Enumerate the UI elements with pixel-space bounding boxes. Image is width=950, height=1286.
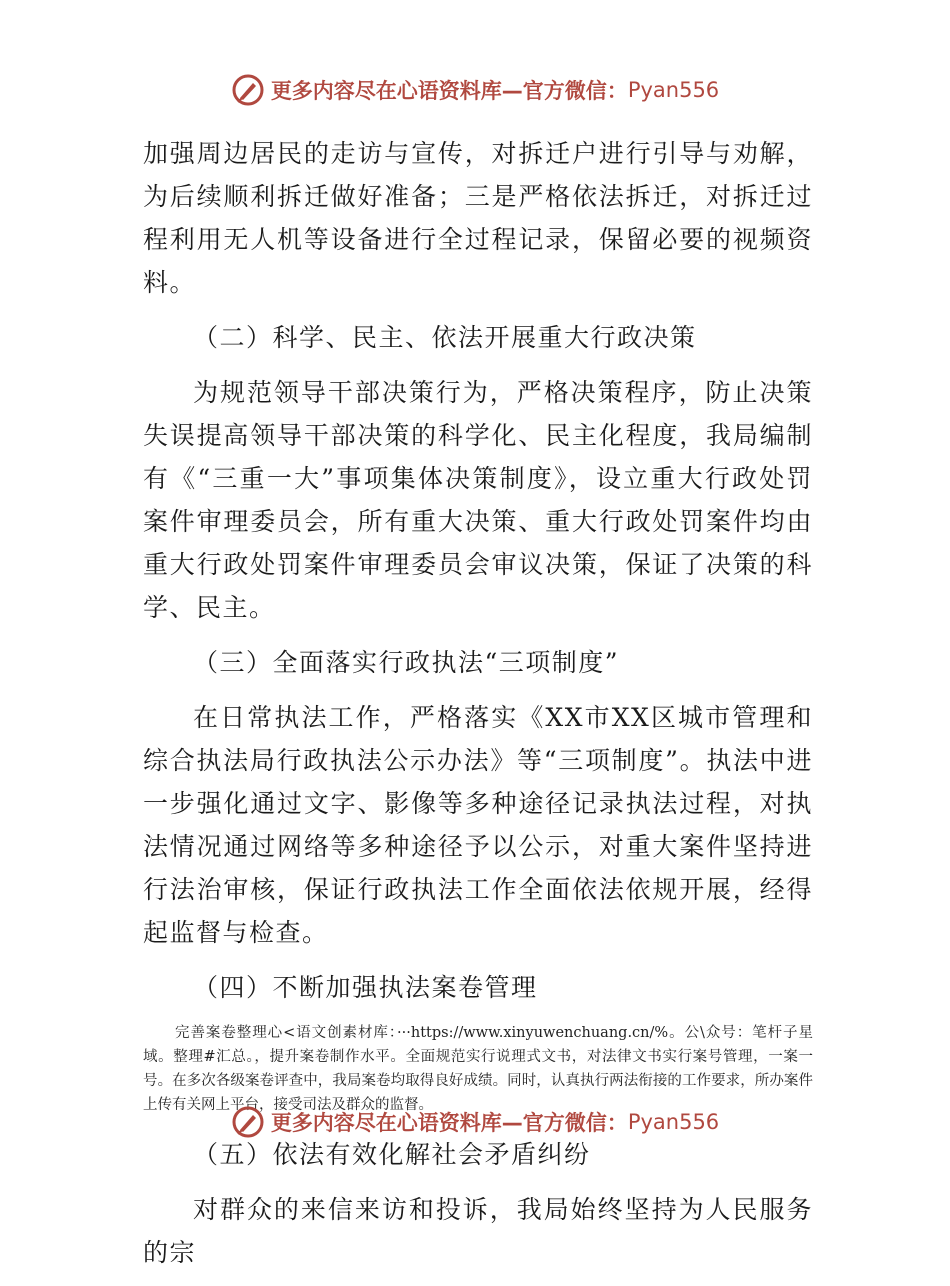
banner-text: 更多内容尽在心语资料库—官方微信： — [270, 1111, 628, 1135]
paragraph-1: 加强周边居民的走访与宣传，对拆迁户进行引导与劝解，为后续顺利拆迁做好准备；三是严格依法拆迁，对拆迁过程利用无人机等设备进行全过程记录，保留必要的视频资料。 — [143, 139, 813, 297]
banner-text: 更多内容尽在心语资料库—官方微信： — [270, 79, 628, 103]
paragraph-3: 在日常执法工作，严格落实《XX市XX区城市管理和综合执法局行政执法公示办法》等“三项制度”。执法中进一步强化通过文字、影像等多种途径记录执法过程，对执法情况通过网络等多种途径予以公示，对重大案件坚持进行法治审核，保证行政执法工作全面依法依规开展，经得起监督与检查。 — [143, 703, 813, 947]
pen-in-circle-icon — [231, 73, 265, 107]
paragraph-5: 对群众的来信来访和投诉，我局始终坚持为人民服务的宗 — [143, 1195, 813, 1267]
paragraph-4-small: 完善案卷整理心<语文创素材库：···https://www.xinyuwenchuang.cn/%。公\众号：笔杆子星域。整理#汇总。，提升案卷制作水平。全面规范实行说理式文书，对法律文书实行案号管理，一案一号。在多次各级案卷评查中，我局案卷均取得良好成绩。同时，认真执行两法衔接的工作要求，所办案件上传有关网上平台，接受司法及群众的监督。 — [143, 1025, 813, 1113]
banner-wechat: Pyan556 — [627, 78, 720, 102]
section-heading-2: （二）科学、民主、依法开展重大行政决策 — [193, 323, 697, 352]
paragraph-2: 为规范领导干部决策行为，严格决策程序，防止决策失误提高领导干部决策的科学化、民主化程度，我局编制有《“三重一大”事项集体决策制度》，设立重大行政处罚案件审理委员会，所有重大决策、重大行政处罚案件均由重大行政处罚案件审理委员会审议决策，保证了决策的科学、民主。 — [143, 378, 813, 622]
footer-banner — [0, 1100, 950, 1144]
section-heading-3: （三）全面落实行政执法“三项制度” — [193, 648, 620, 677]
pen-in-circle-icon — [231, 1105, 265, 1139]
section-heading-4: （四）不断加强执法案卷管理 — [193, 973, 538, 1002]
header-banner — [0, 68, 950, 112]
banner-wechat: Pyan556 — [627, 1110, 720, 1134]
section-heading-5: （五）依法有效化解社会矛盾纠纷 — [193, 1140, 591, 1169]
